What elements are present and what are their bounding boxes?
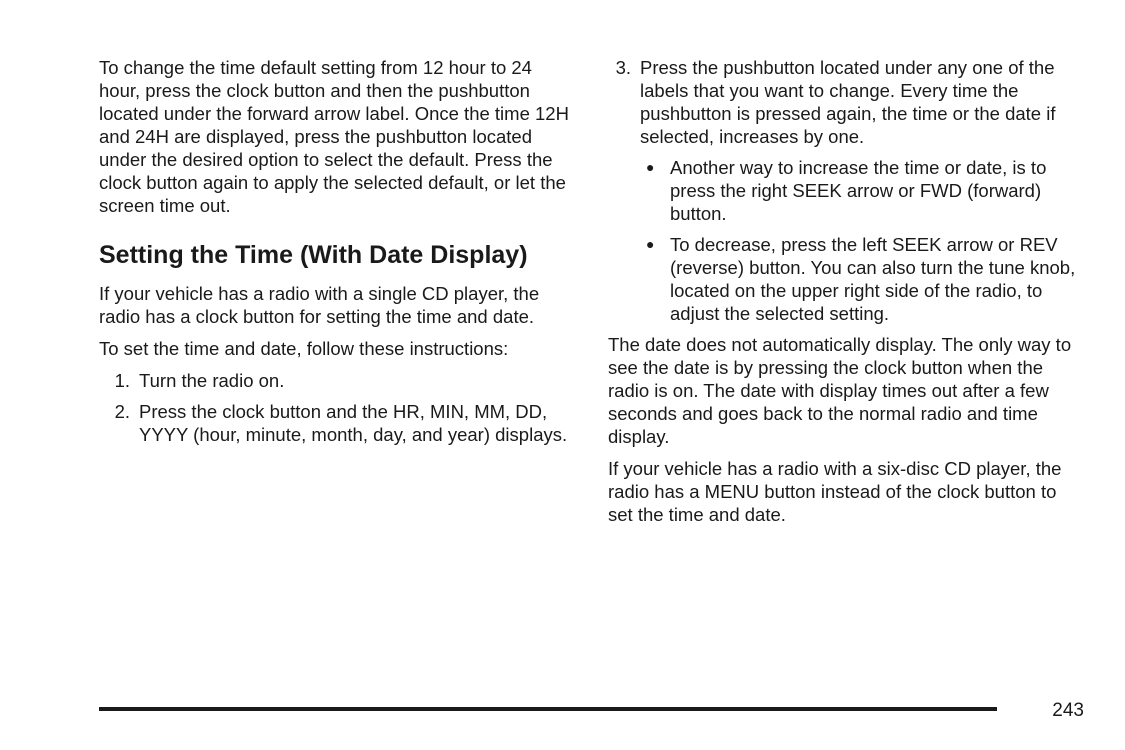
instructions-intro: To set the time and date, follow these instructions: [99, 338, 509, 359]
step-item [99, 400, 577, 446]
footer-rule [99, 707, 997, 711]
intro-paragraph: To change the time default setting from 12 hour to 24 hour, press the clock button and then the pushbutton located under the forward arrow label. Once the time 12H and 24H are displayed, press the pushbutton located under the desired option to select the default. Press the clock button again to apply the selected default, or let the screen time out. [99, 57, 569, 216]
step-text: Press the clock button and the HR, MIN, MM, DD, YYYY (hour, minute, month, day, and year) displays. [139, 401, 568, 445]
step-text: Press the pushbutton located under any one of the labels that you want to change. Every time the pushbutton is pressed again, the time or the date if selected, increases by one. [640, 57, 1056, 147]
bullet-item [608, 233, 1086, 325]
single-cd-paragraph: If your vehicle has a radio with a single CD player, the radio has a clock button for setting the time and date. [99, 283, 540, 327]
bullet-text: Another way to increase the time or date, is to press the right SEEK arrow or FWD (forward) button. [670, 157, 1047, 224]
step-text: Turn the radio on. [139, 370, 285, 391]
right-column [608, 56, 1086, 535]
date-display-paragraph: The date does not automatically display. The only way to see the date is by pressing the clock button when the radio is on. The date with display times out after a few seconds and goes back to the normal radio and time display. [608, 334, 1072, 447]
bullet-icon: ● [646, 159, 655, 175]
page-number: 243 [1052, 700, 1084, 721]
step-number: 1. [114, 370, 130, 391]
bullet-icon: ● [646, 236, 655, 252]
section-heading: Setting the Time (With Date Display) [99, 241, 528, 269]
bullet-item [608, 156, 1086, 225]
six-disc-paragraph: If your vehicle has a radio with a six-disc CD player, the radio has a MENU button instead of the clock button to set the time and date. [608, 458, 1062, 525]
bullet-text: To decrease, press the left SEEK arrow or REV (reverse) button. You can also turn the tune knob, located on the upper right side of the radio, to adjust the selected setting. [670, 234, 1076, 324]
step-number: 3. [615, 57, 631, 78]
step-number: 2. [114, 401, 130, 422]
left-column [99, 56, 577, 454]
step-item [99, 369, 577, 392]
step-item [608, 56, 1086, 148]
